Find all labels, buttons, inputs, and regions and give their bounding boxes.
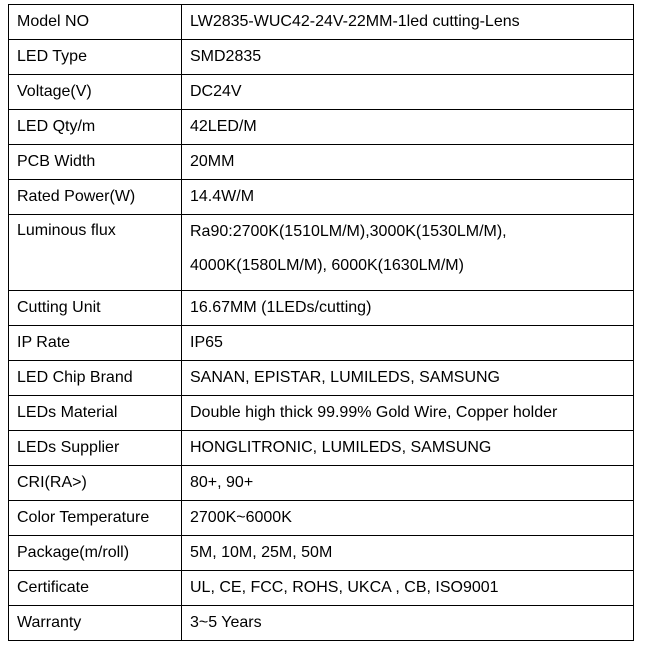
spec-value: 2700K~6000K xyxy=(182,501,634,536)
table-row xyxy=(9,606,634,641)
spec-value-line: Ra90:2700K(1510LM/M),3000K(1530LM/M), xyxy=(190,223,507,240)
spec-label: Model NO xyxy=(9,5,182,40)
spec-label: Warranty xyxy=(9,606,182,641)
spec-label: LEDs Supplier xyxy=(9,431,182,466)
spec-table xyxy=(8,4,634,641)
spec-value: HONGLITRONIC, LUMILEDS, SAMSUNG xyxy=(182,431,634,466)
table-row xyxy=(9,75,634,110)
spec-label: LED Qty/m xyxy=(9,110,182,145)
spec-value: 5M, 10M, 25M, 50M xyxy=(182,536,634,571)
table-row xyxy=(9,466,634,501)
spec-label: Certificate xyxy=(9,571,182,606)
spec-value: 42LED/M xyxy=(182,110,634,145)
table-row xyxy=(9,571,634,606)
spec-value xyxy=(182,215,634,291)
table-row xyxy=(9,291,634,326)
spec-value: UL, CE, FCC, ROHS, UKCA , CB, ISO9001 xyxy=(182,571,634,606)
table-row xyxy=(9,326,634,361)
spec-label: PCB Width xyxy=(9,145,182,180)
table-row xyxy=(9,431,634,466)
spec-value: SANAN, EPISTAR, LUMILEDS, SAMSUNG xyxy=(182,361,634,396)
spec-value: SMD2835 xyxy=(182,40,634,75)
table-row xyxy=(9,215,634,291)
table-row xyxy=(9,501,634,536)
spec-value: 14.4W/M xyxy=(182,180,634,215)
spec-label: LED Type xyxy=(9,40,182,75)
table-row xyxy=(9,145,634,180)
spec-value: IP65 xyxy=(182,326,634,361)
spec-value: 3~5 Years xyxy=(182,606,634,641)
spec-label: LEDs Material xyxy=(9,396,182,431)
spec-label: Color Temperature xyxy=(9,501,182,536)
spec-value: 16.67MM (1LEDs/cutting) xyxy=(182,291,634,326)
spec-value: 20MM xyxy=(182,145,634,180)
spec-label: CRI(RA>) xyxy=(9,466,182,501)
table-row xyxy=(9,180,634,215)
spec-value: LW2835-WUC42-24V-22MM-1led cutting-Lens xyxy=(182,5,634,40)
table-row xyxy=(9,110,634,145)
table-row xyxy=(9,5,634,40)
spec-label: Cutting Unit xyxy=(9,291,182,326)
spec-value: Double high thick 99.99% Gold Wire, Copper holder xyxy=(182,396,634,431)
table-row xyxy=(9,396,634,431)
spec-label: LED Chip Brand xyxy=(9,361,182,396)
spec-value: DC24V xyxy=(182,75,634,110)
table-row xyxy=(9,536,634,571)
spec-value: 80+, 90+ xyxy=(182,466,634,501)
spec-label: Package(m/roll) xyxy=(9,536,182,571)
spec-label: Luminous flux xyxy=(9,215,182,291)
spec-value-line: 4000K(1580LM/M), 6000K(1630LM/M) xyxy=(190,257,464,274)
table-row xyxy=(9,40,634,75)
table-row xyxy=(9,361,634,396)
spec-label: Voltage(V) xyxy=(9,75,182,110)
spec-label: IP Rate xyxy=(9,326,182,361)
spec-label: Rated Power(W) xyxy=(9,180,182,215)
